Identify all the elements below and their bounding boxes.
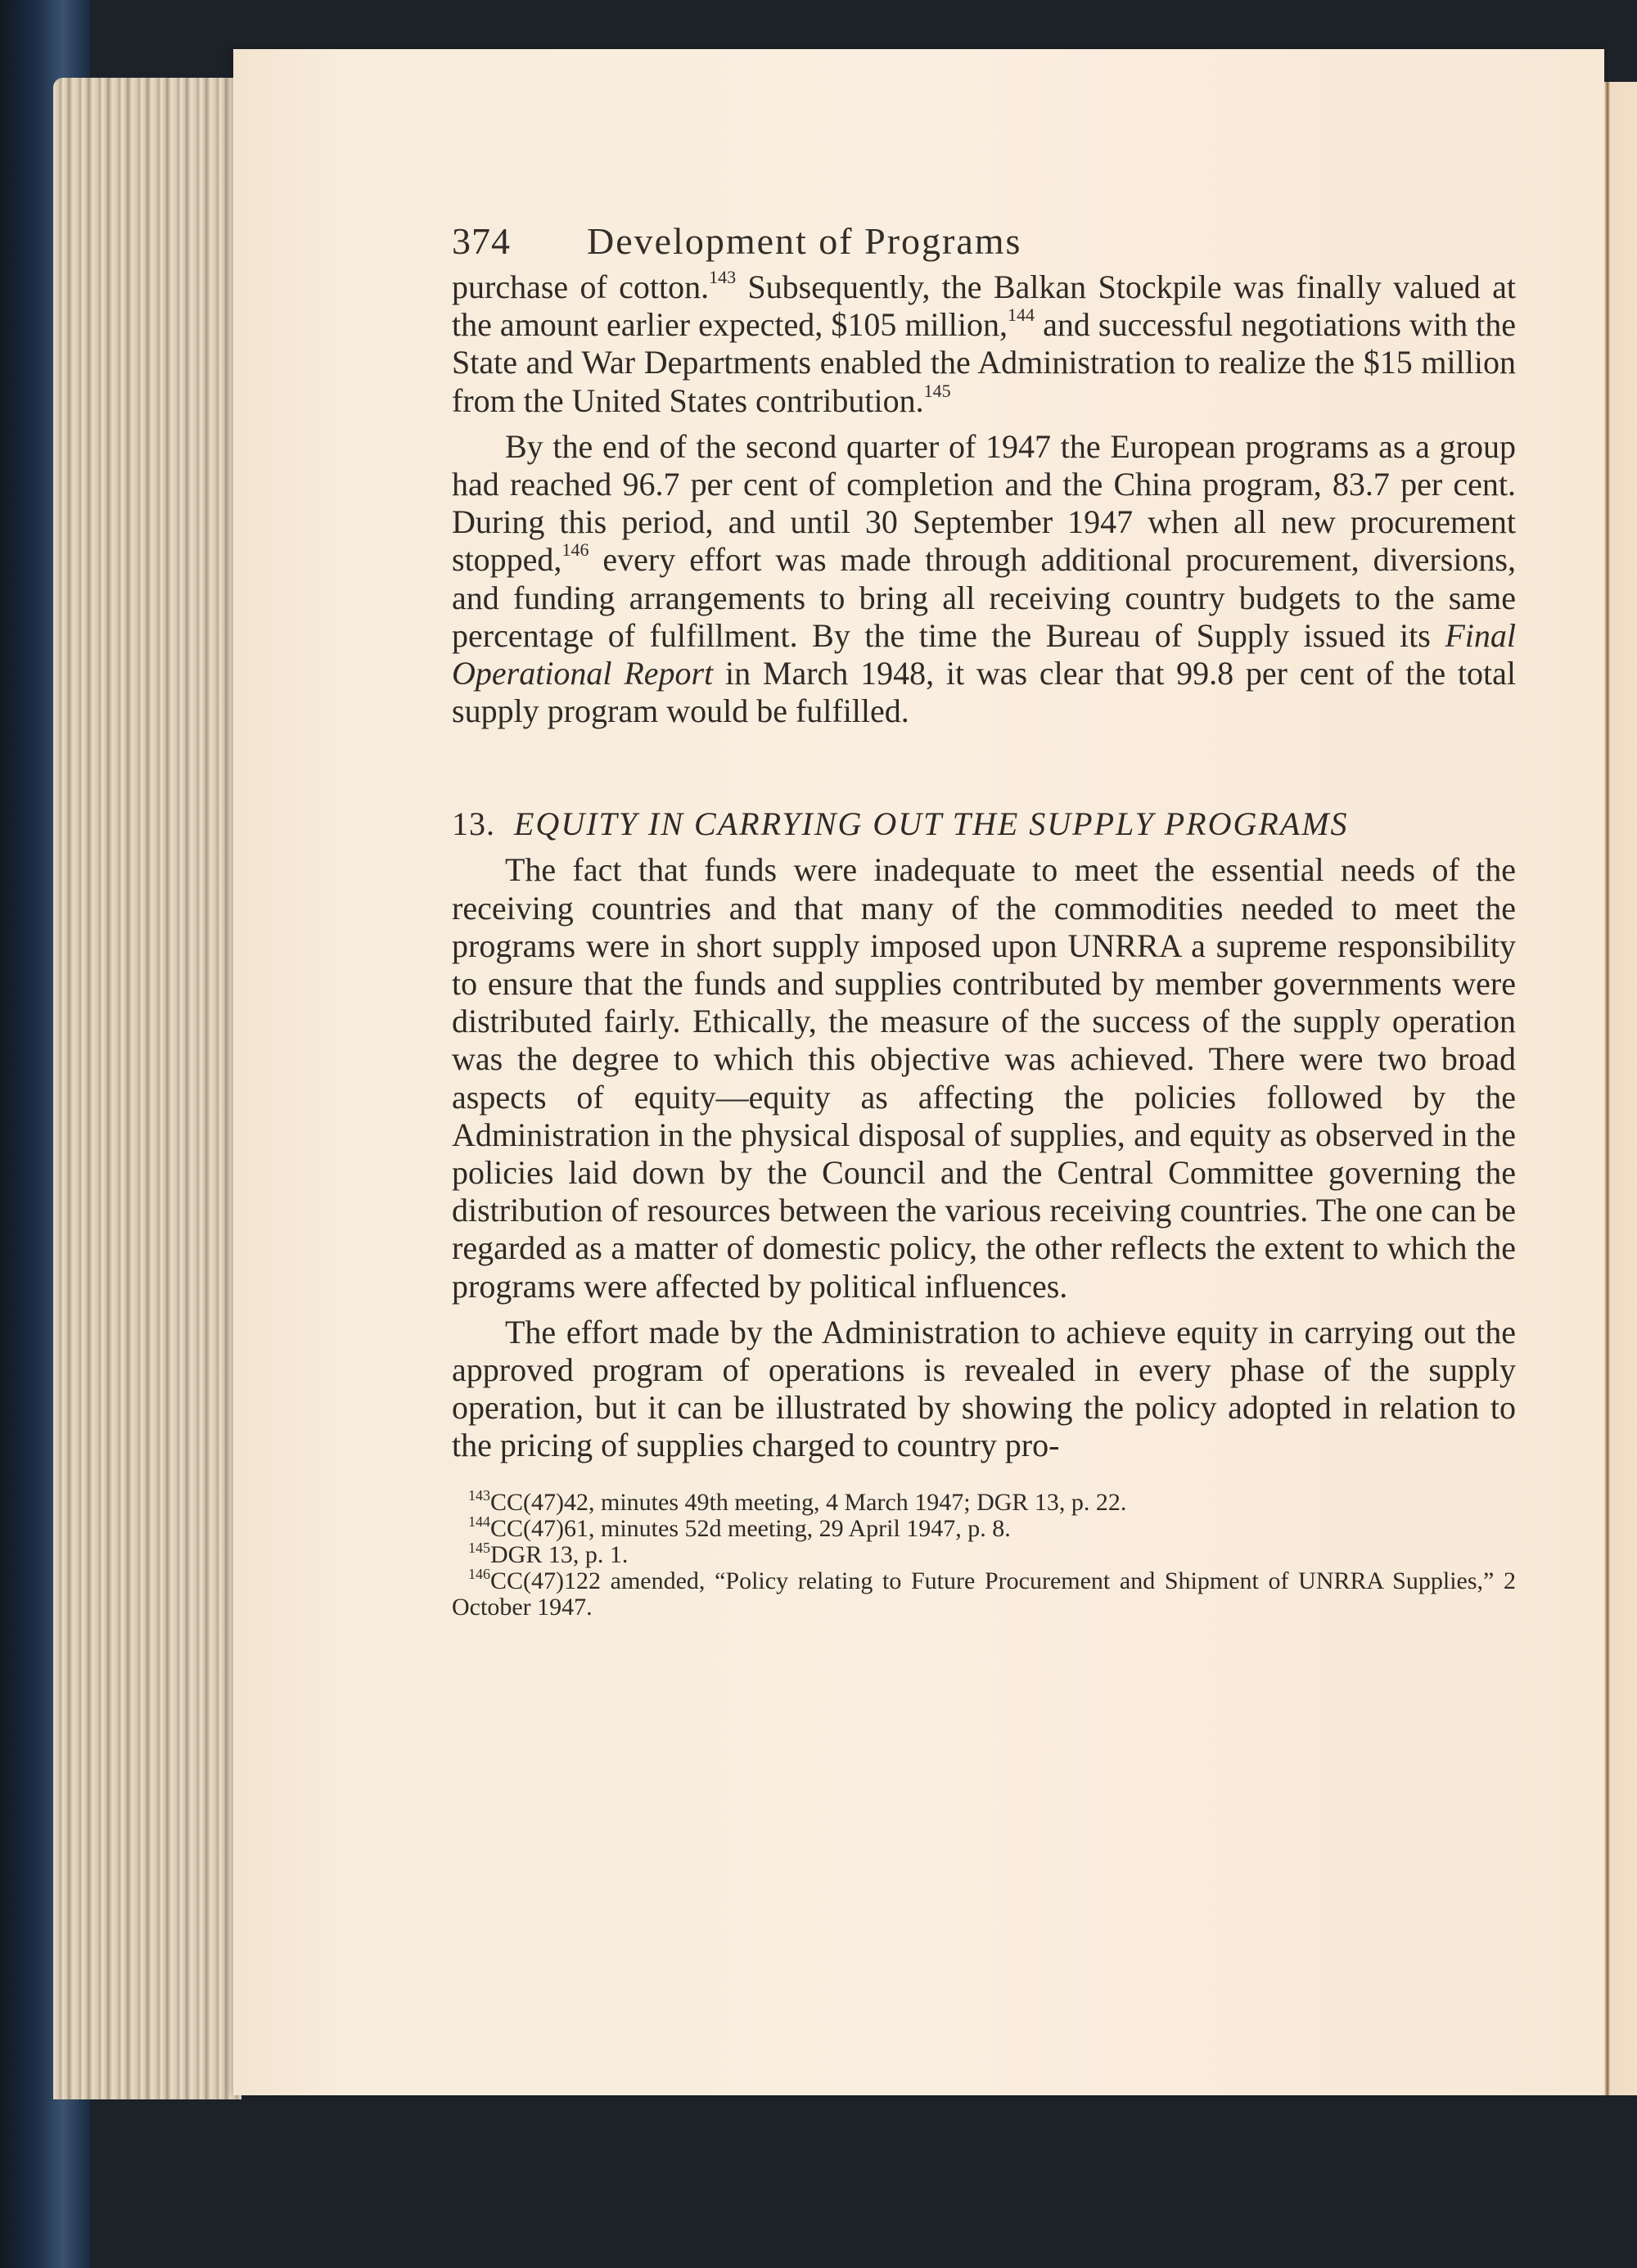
paragraph-completion: By the end of the second quarter of 1947 the European programs as a group had reached 96.7 per cent of completion and the China program, 83.7 per cent. During this period, and until 30 September 1947 when all new procurement stopped,$^{146}$ every effort was made through additional procurement, diversions, and funding arrangements to bring all receiving country budgets to the same percentage of fulfillment. By the time the Bureau of Supply issued its Final Operational Report in March 1948, it was clear that 99.8 per cent of the total supply program would be fulfilled. (452, 427, 1516, 730)
footnote-number: 146 (468, 1565, 490, 1582)
footnote-text: CC(47)42, minutes 49th meeting, 4 March 1947; DGR 13, p. 22. (490, 1488, 1127, 1516)
italic-title: Final Operational Report (452, 616, 1516, 692)
page-edge-right (1604, 82, 1637, 2095)
footnote-text: DGR 13, p. 1. (490, 1540, 629, 1568)
page-number: 374 (452, 220, 511, 262)
paragraph-continued: purchase of cotton.$^{143}$ Subsequently, the Balkan Stockpile was finally valued at the amount earlier expected, $105 million,$^{144}$ and successful negotiations with the State and War Departments enabled the Administration to realize the $15 million from the United States contribution.$^{145}$ (452, 267, 1517, 419)
footnote (452, 1539, 1516, 1568)
section-title: EQUITY IN CARRYING OUT THE SUPPLY PROGRAMS (514, 805, 1349, 843)
section-heading (452, 804, 1516, 845)
running-head-title: Development of Programs (587, 220, 1022, 262)
footnote-number: 145 (468, 1539, 490, 1556)
footnote-number: 144 (468, 1513, 490, 1530)
body-text (452, 268, 1516, 1465)
footnote (452, 1513, 1516, 1542)
footnotes (452, 1486, 1516, 1621)
section-number: 13. (452, 805, 495, 843)
paragraph-equity-effort: The effort made by the Administration to achieve equity in carrying out the approved program of operations is revealed in every phase of the supply operation, but it can be illustrated by showing the policy adopted in relation to the pricing of supplies charged to country pro- (452, 1313, 1516, 1464)
page-stack-edges (53, 78, 241, 2099)
footnote-text: CC(47)61, minutes 52d meeting, 29 April 1947, p. 8. (490, 1514, 1011, 1542)
paragraph-equity-intro: The fact that funds were inadequate to meet the essential needs of the receiving countries and that many of the commodities needed to meet the programs were in short supply imposed upon UNRRA a supreme responsibility to ensure that the funds and supplies contributed by member governments were distributed fairly. Ethically, the measure of the success of the supply operation was the degree to which this objective was achieved. There were two broad aspects of equity—equity as affecting the policies followed by the Administration in the physical disposal of supplies, and equity as observed in the policies laid down by the Council and the Central Committee governing the distribution of resources between the various receiving countries. The one can be regarded as a matter of domestic policy, the other reflects the extent to which the programs were affected by political influences. (452, 851, 1516, 1305)
footnote-reference: 145 (923, 380, 951, 401)
footnote-number: 143 (468, 1486, 490, 1504)
footnote-text: CC(47)122 amended, “Policy relating to Future Procurement and Shipment of UNRRA Supplies,” 2 October 1947. (452, 1567, 1516, 1621)
page-text-block (452, 219, 1516, 1621)
running-head (452, 219, 1516, 268)
footnote-reference: 146 (561, 539, 589, 561)
footnote-reference: 143 (709, 267, 737, 287)
footnote (452, 1486, 1516, 1516)
footnote (452, 1565, 1516, 1621)
footnote-reference: 144 (1008, 304, 1035, 326)
